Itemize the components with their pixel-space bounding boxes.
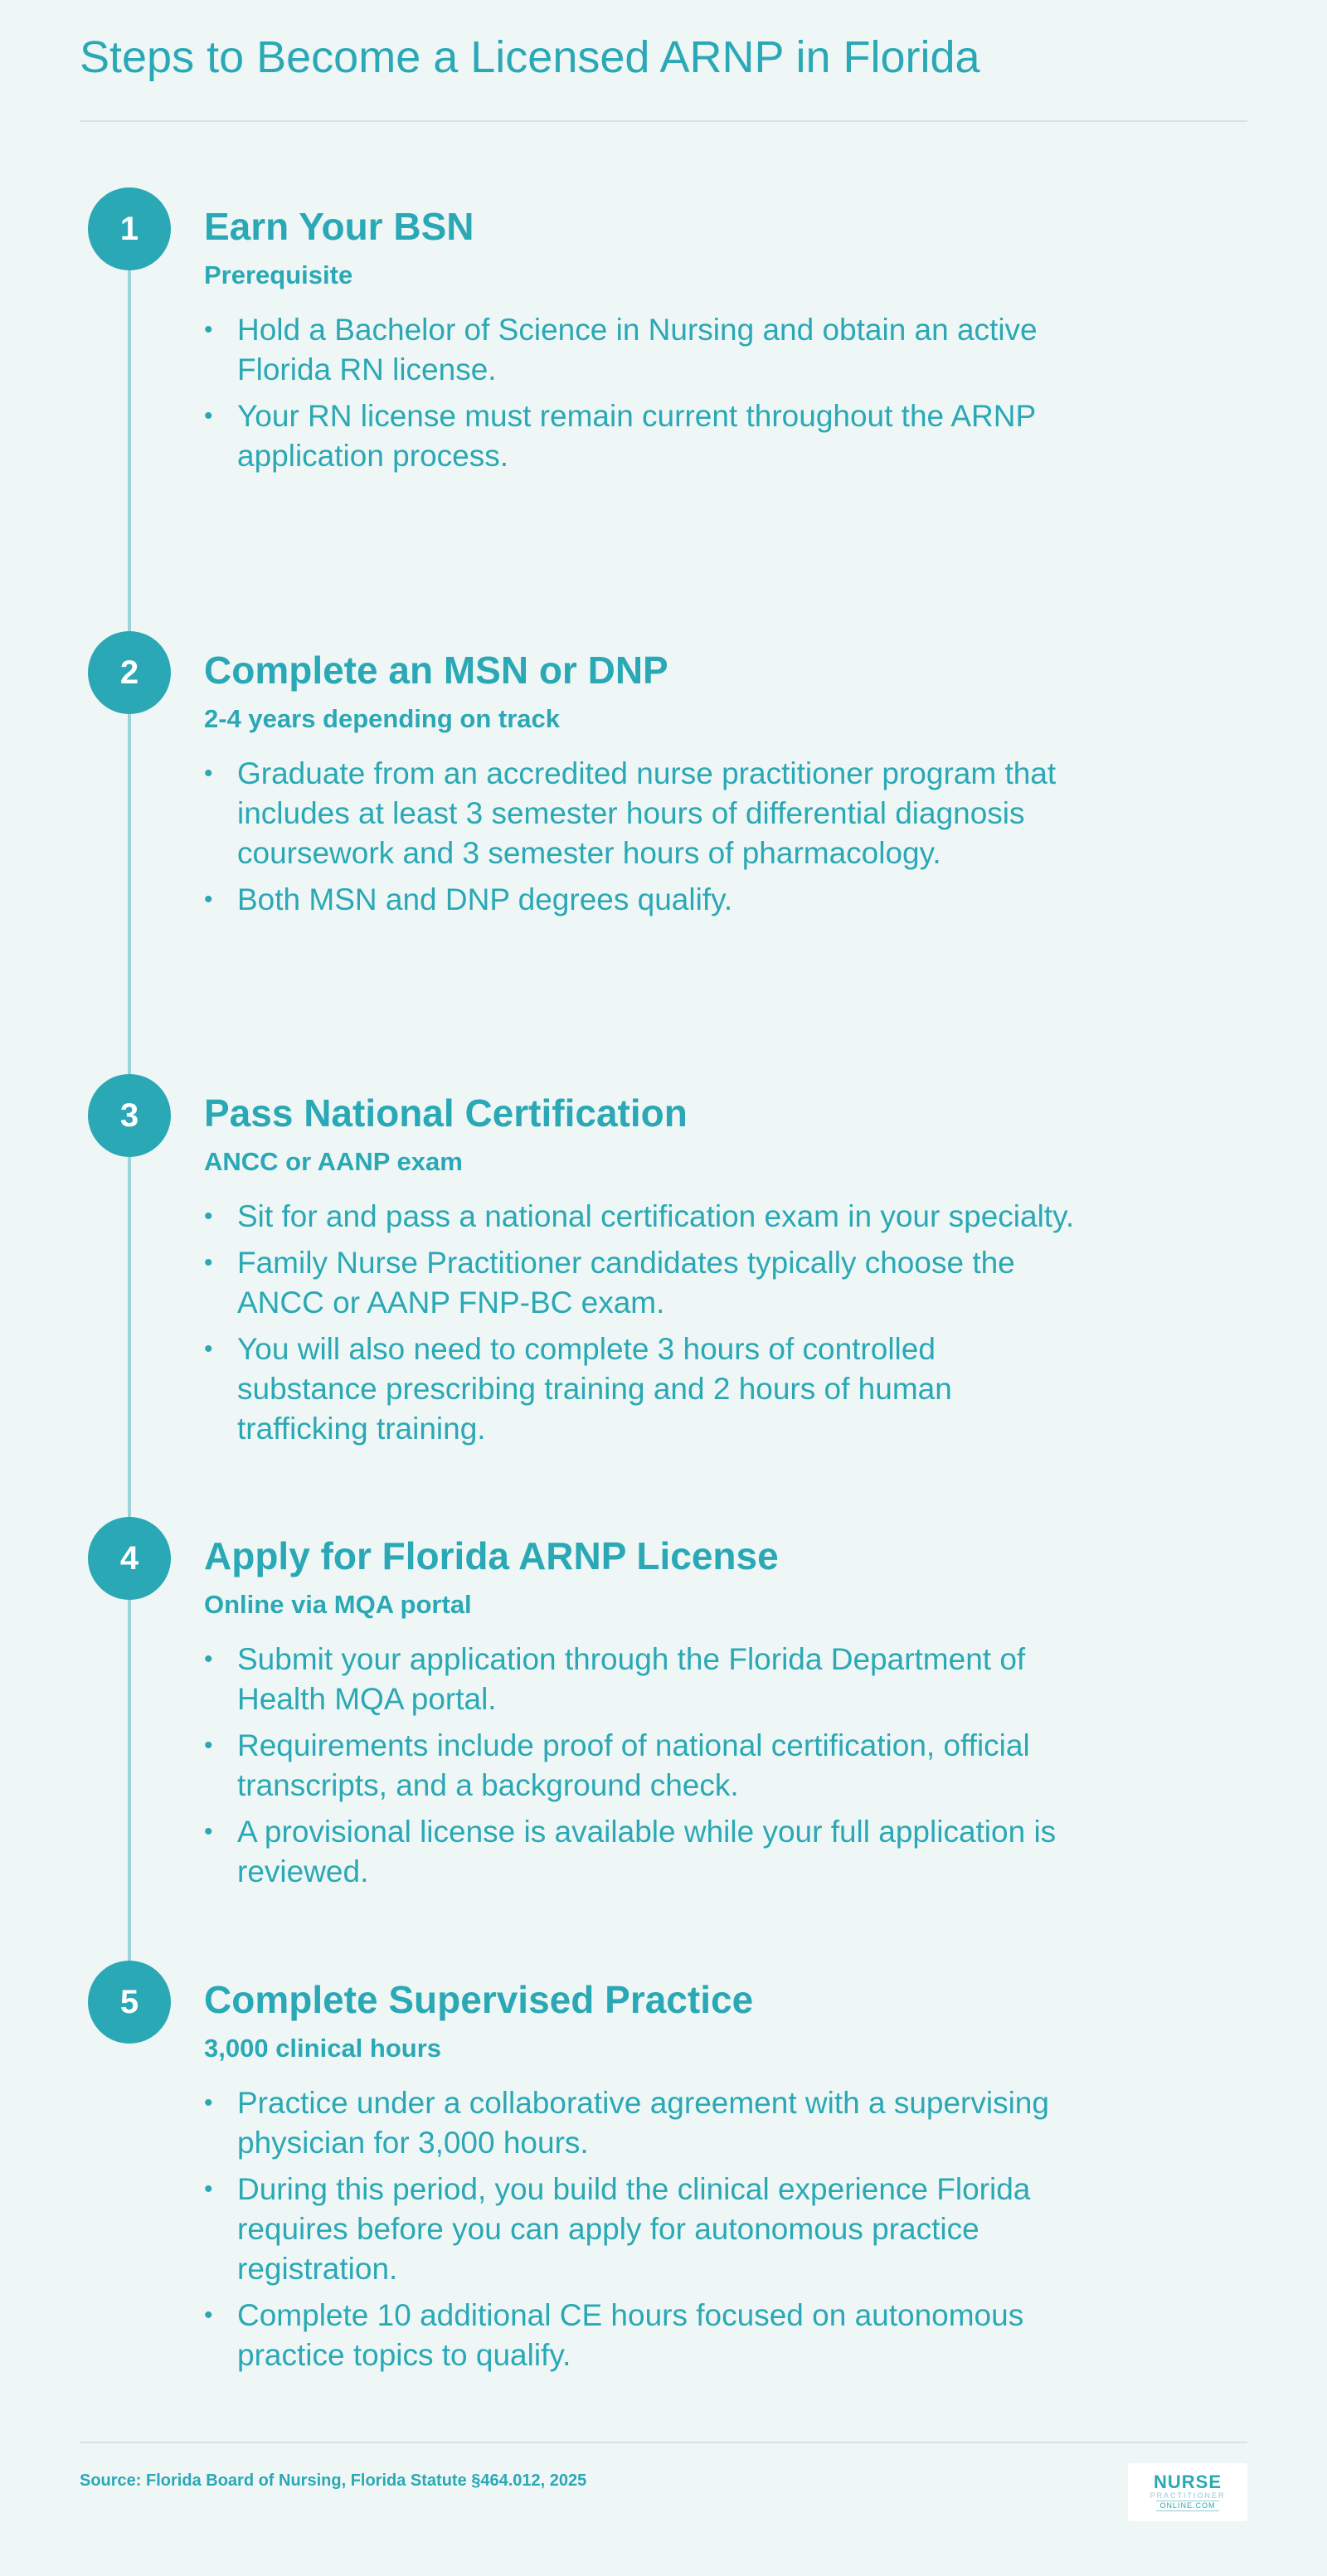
bullet-icon: • (204, 402, 213, 430)
list-item: • Requirements include proof of national certification, official transcripts, and a background check. (204, 1726, 1083, 1806)
bullet-icon: • (204, 1203, 213, 1230)
list-item: • Submit your application through the Florida Department of Health MQA portal. (204, 1640, 1083, 1719)
step-number-badge: 5 (88, 1961, 171, 2044)
list-item: • Complete 10 additional CE hours focused on autonomous practice topics to qualify. (204, 2296, 1083, 2375)
step-number-badge: 1 (88, 187, 171, 270)
step-subtitle: ANCC or AANP exam (204, 1147, 463, 1176)
bullet-icon: • (204, 316, 213, 343)
bullet-icon: • (204, 1249, 213, 1276)
logo-line-1: NURSE (1153, 2472, 1222, 2492)
bullet-icon: • (204, 2089, 213, 2117)
header-divider (80, 120, 1247, 122)
bullet-icon: • (204, 2301, 213, 2329)
bullet-icon: • (204, 760, 213, 787)
footer-divider (80, 2442, 1247, 2443)
list-item: • Your RN license must remain current throughout the ARNP application process. (204, 396, 1083, 476)
step-number-badge: 4 (88, 1517, 171, 1600)
bullet-icon: • (204, 1732, 213, 1759)
step-subtitle: 2-4 years depending on track (204, 704, 560, 733)
list-item: • Hold a Bachelor of Science in Nursing and obtain an active Florida RN license. (204, 310, 1083, 390)
list-item: • Both MSN and DNP degrees qualify. (204, 880, 1083, 920)
list-item: • A provisional license is available while your full application is reviewed. (204, 1812, 1083, 1892)
step-number-badge: 3 (88, 1074, 171, 1157)
step-subtitle: 3,000 clinical hours (204, 2034, 442, 2063)
list-item: • You will also need to complete 3 hours of controlled substance prescribing training and 2 hours of human trafficking training. (204, 1329, 1083, 1449)
step-subtitle: Prerequisite (204, 260, 353, 289)
step-number-badge: 2 (88, 631, 171, 714)
list-item: • Practice under a collaborative agreement with a supervising physician for 3,000 hours. (204, 2083, 1083, 2163)
list-item: • During this period, you build the clinical experience Florida requires before you can apply for autonomous practice registration. (204, 2170, 1083, 2289)
page-title: Steps to Become a Licensed ARNP in Florida (80, 32, 980, 82)
logo-line-2: PRACTITIONER (1150, 2491, 1226, 2500)
step-bullet-list (204, 1640, 1083, 1898)
bullet-icon: • (204, 2175, 213, 2203)
step-title: Apply for Florida ARNP License (204, 1534, 779, 1577)
step-title: Earn Your BSN (204, 205, 474, 248)
step-bullet-list (204, 754, 1083, 926)
source-citation: Source: Florida Board of Nursing, Florida Statute §464.012, 2025 (80, 2472, 587, 2490)
bullet-icon: • (204, 1645, 213, 1673)
step-bullet-list (204, 310, 1083, 483)
step-title: Complete Supervised Practice (204, 1978, 754, 2021)
list-item: • Sit for and pass a national certification exam in your specialty. (204, 1197, 1083, 1237)
step-bullet-list (204, 1197, 1083, 1456)
bullet-icon: • (204, 1818, 213, 1845)
step-title: Pass National Certification (204, 1091, 688, 1135)
step-subtitle: Online via MQA portal (204, 1590, 472, 1619)
logo-line-3: ONLINE.COM (1156, 2501, 1218, 2511)
bullet-icon: • (204, 886, 213, 913)
step-bullet-list (204, 2083, 1083, 2382)
step-title: Complete an MSN or DNP (204, 649, 668, 692)
bullet-icon: • (204, 1335, 213, 1363)
list-item: • Graduate from an accredited nurse practitioner program that includes at least 3 semester hours of differential diagnosis coursework and 3 semester hours of pharmacology. (204, 754, 1083, 873)
list-item: • Family Nurse Practitioner candidates typically choose the ANCC or AANP FNP-BC exam. (204, 1243, 1083, 1323)
nurse-practitioner-online-logo[interactable] (1128, 2463, 1247, 2521)
